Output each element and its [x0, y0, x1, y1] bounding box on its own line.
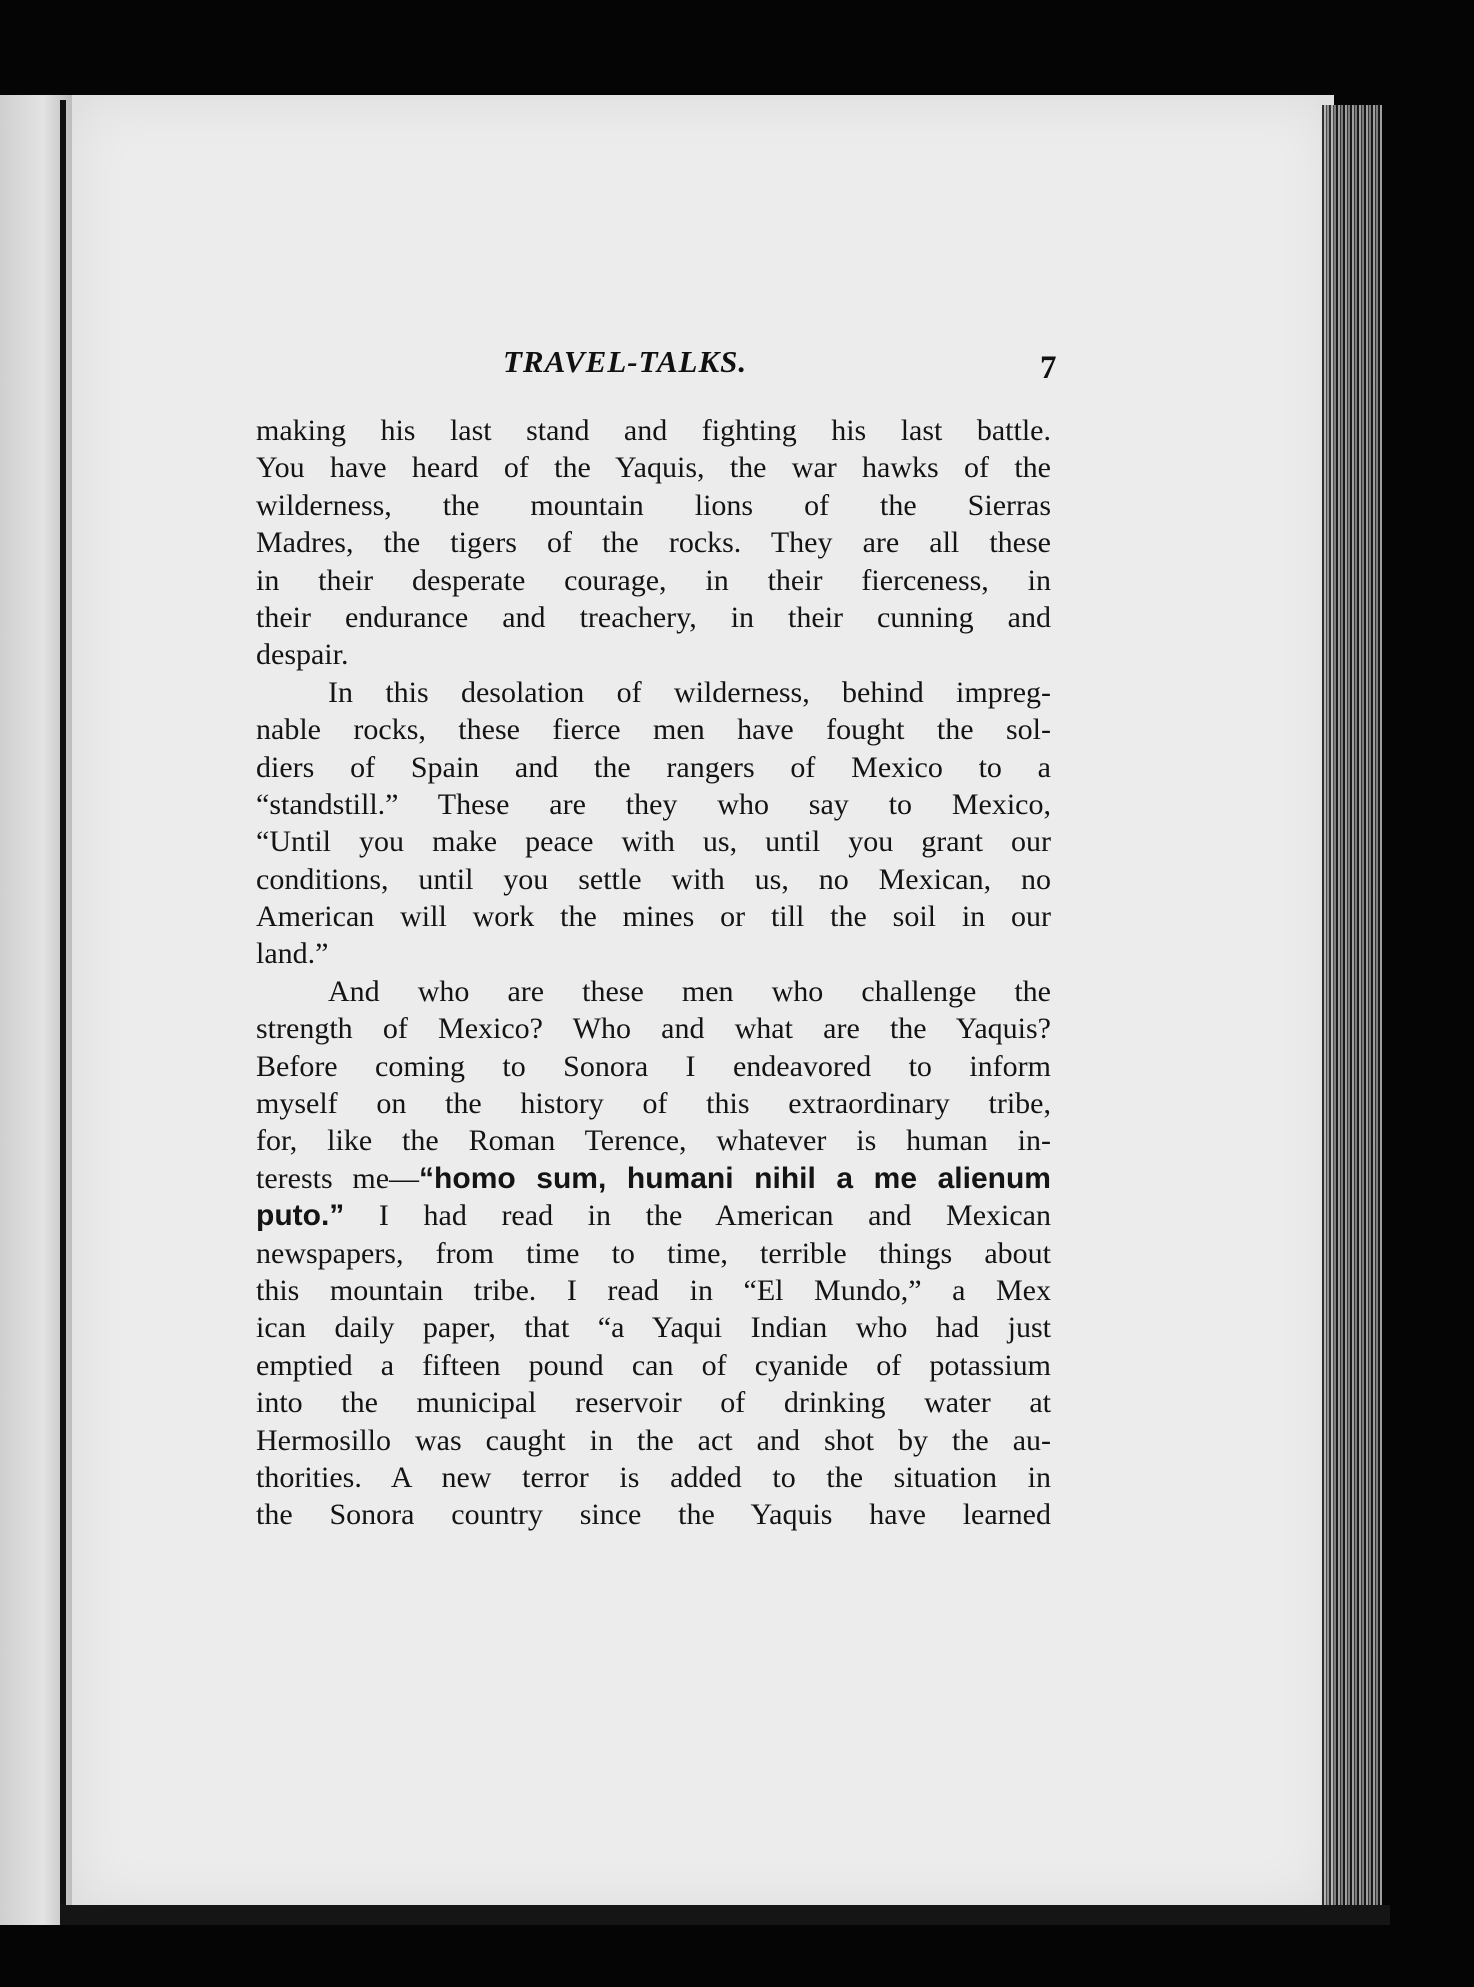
text-line: wilderness, the mountain lions of the Sierras	[256, 488, 1051, 522]
text-line: “Until you make peace with us, until you grant our	[256, 825, 1051, 859]
page-bottom-shadow	[60, 1905, 1390, 1925]
text-line: in their desperate courage, in their fierceness, in	[256, 563, 1051, 597]
page-number: 7	[1040, 350, 1057, 386]
text-line: this mountain tribe. I read in “El Mundo,” a Mex	[256, 1273, 1051, 1307]
page-stack-edges	[1322, 105, 1382, 1905]
running-head: TRAVEL-TALKS.	[503, 344, 748, 379]
text-line: into the municipal reservoir of drinking water at	[256, 1386, 1051, 1420]
text-line: strength of Mexico? Who and what are the Yaquis?	[256, 1012, 1051, 1046]
latin-after: I had read in the American and Mexican	[344, 1199, 1051, 1233]
text-line: Before coming to Sonora I endeavored to inform	[256, 1049, 1051, 1083]
latin-quote-end: puto.”	[256, 1199, 345, 1233]
text-line: ican daily paper, that “a Yaqui Indian who had just	[256, 1311, 1051, 1345]
text-line: American will work the mines or till the soil in our	[256, 900, 1051, 934]
text-line: And who are these men who challenge the	[328, 974, 1051, 1008]
text-line: thorities. A new terror is added to the situation in	[256, 1460, 1051, 1494]
text-line: land.”	[256, 937, 329, 971]
text-line-latin	[256, 1160, 1051, 1197]
text-line: making his last stand and fighting his last battle.	[256, 414, 1051, 447]
latin-quote: “homo sum, humani nihil a me alienum	[419, 1161, 1051, 1195]
text-line: You have heard of the Yaquis, the war hawks of the	[256, 451, 1051, 485]
text-line: Madres, the tigers of the rocks. They are all these	[256, 526, 1051, 560]
text-line: despair.	[256, 638, 349, 672]
body-text	[256, 412, 1051, 1534]
text-line: myself on the history of this extraordinary tribe,	[256, 1087, 1051, 1121]
text-line: newspapers, from time to time, terrible things about	[256, 1236, 1051, 1270]
text-line: Hermosillo was caught in the act and shot by the au-	[256, 1423, 1051, 1457]
text-line: In this desolation of wilderness, behind impreg-	[328, 675, 1051, 709]
latin-prefix: terests me—	[256, 1161, 420, 1195]
text-line: diers of Spain and the rangers of Mexico to a	[256, 750, 1051, 784]
book-gutter	[60, 100, 66, 1920]
text-line: emptied a fifteen pound can of cyanide of potassium	[256, 1348, 1051, 1382]
text-line: for, like the Roman Terence, whatever is human in-	[256, 1124, 1051, 1158]
text-line-latin-end	[256, 1197, 1051, 1234]
text-line: “standstill.” These are they who say to Mexico,	[256, 787, 1051, 821]
text-line: their endurance and treachery, in their cunning and	[256, 600, 1051, 634]
text-line: the Sonora country since the Yaquis have learned	[256, 1498, 1051, 1532]
text-line: conditions, until you settle with us, no Mexican, no	[256, 862, 1051, 896]
text-line: nable rocks, these fierce men have fought the sol-	[256, 713, 1051, 747]
